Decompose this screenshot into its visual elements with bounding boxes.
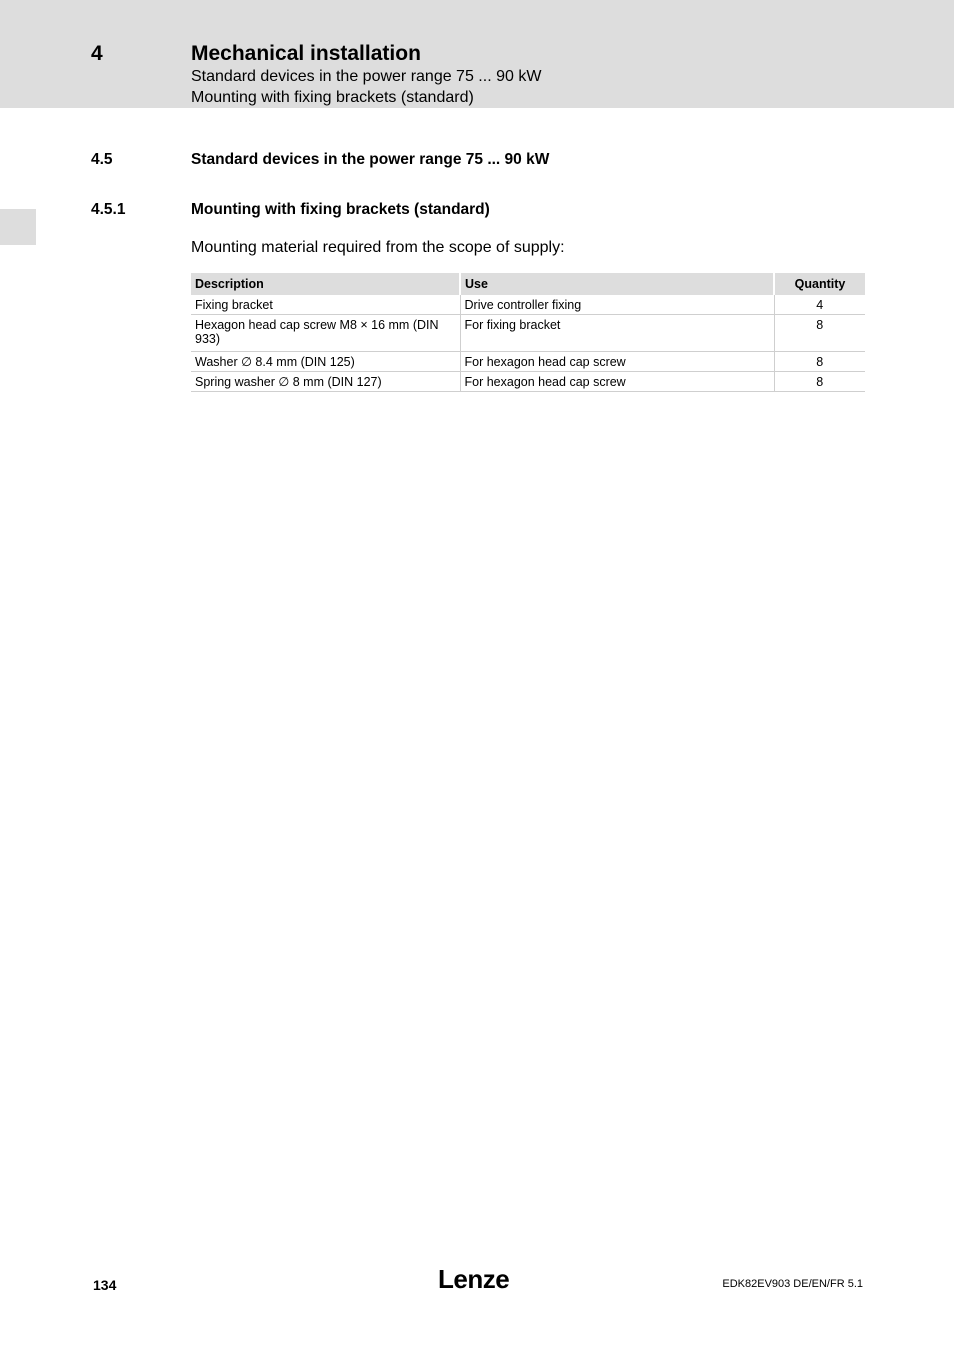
section-number-4-5: 4.5: [91, 151, 113, 168]
cell-use: For hexagon head cap screw: [460, 352, 774, 372]
cell-description: Washer ∅ 8.4 mm (DIN 125): [191, 352, 460, 372]
mounting-material-table: [191, 273, 865, 392]
cell-description: Hexagon head cap screw M8 × 16 mm (DIN 933): [191, 315, 460, 352]
section-title-4-5-1: Mounting with fixing brackets (standard): [191, 201, 490, 218]
chapter-subtitle-2: Mounting with fixing brackets (standard): [191, 89, 474, 106]
column-header-description: Description: [191, 273, 460, 295]
cell-quantity: 4: [774, 295, 865, 315]
table-row: [191, 372, 865, 392]
table-row: [191, 315, 865, 352]
document-reference: EDK82EV903 DE/EN/FR 5.1: [722, 1278, 863, 1290]
table-row: [191, 295, 865, 315]
page-number: 134: [93, 1277, 117, 1293]
chapter-title: Mechanical installation: [191, 42, 421, 65]
section-number-4-5-1: 4.5.1: [91, 201, 126, 218]
cell-use: Drive controller fixing: [460, 295, 774, 315]
chapter-number: 4: [91, 42, 103, 65]
cell-quantity: 8: [774, 352, 865, 372]
header-band: [0, 0, 954, 108]
lenze-logo: Lenze: [438, 1264, 510, 1294]
cell-use: For hexagon head cap screw: [460, 372, 774, 392]
chapter-side-tab: [0, 209, 36, 245]
table-row: [191, 352, 865, 372]
cell-description: Fixing bracket: [191, 295, 460, 315]
column-header-quantity: Quantity: [774, 273, 865, 295]
section-title-4-5: Standard devices in the power range 75 ... 90 kW: [191, 151, 550, 168]
intro-text: Mounting material required from the scope of supply:: [191, 239, 565, 256]
table-header-row: [191, 273, 865, 295]
cell-use: For fixing bracket: [460, 315, 774, 352]
cell-description: Spring washer ∅ 8 mm (DIN 127): [191, 372, 460, 392]
cell-quantity: 8: [774, 372, 865, 392]
cell-quantity: 8: [774, 315, 865, 352]
column-header-use: Use: [460, 273, 774, 295]
chapter-subtitle-1: Standard devices in the power range 75 ... 90 kW: [191, 68, 542, 85]
